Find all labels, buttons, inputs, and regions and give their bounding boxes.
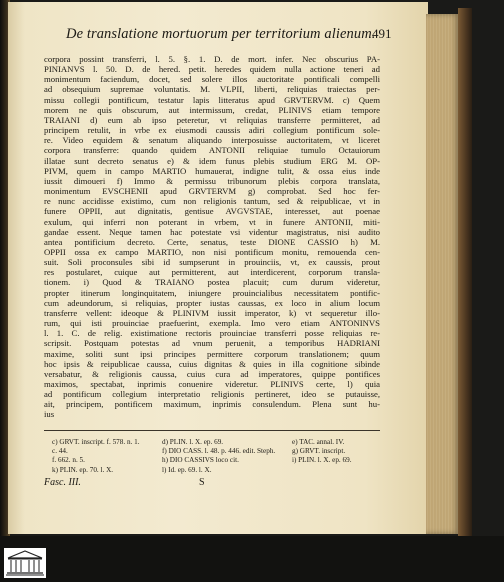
footnote-row bbox=[52, 438, 382, 447]
text-line: suit. Soli proconsules sibi id sumpserunt in prouinciis, vt, ex caussis, prout bbox=[44, 257, 380, 268]
text-line: maximos, spectabat, inprimis conuenire videretur. PLINIVS certe, l) quia bbox=[44, 379, 380, 389]
text-line: maxime, soliti sunt ipsi principes permittere corporum translationem; quum bbox=[44, 348, 380, 359]
text-line: funere OPPII, aut dignitatis, gentisue AVGVSTAE, interesset, aut poenae bbox=[44, 206, 380, 217]
text-line: missu collegii pontificum, testatur lapis litteratus apud GRVTERVM. c) Quem bbox=[44, 94, 380, 105]
text-line: hoc ipsis & reipublicae caussa, cuius dignitas & quies in illa cognitione sibinde bbox=[44, 358, 380, 369]
footnote-entry: c) GRVT. inscript. f. 578. n. 1. bbox=[52, 438, 140, 446]
page-stack-edge bbox=[426, 14, 460, 534]
signature-mark: S bbox=[199, 477, 205, 488]
book-page bbox=[8, 2, 428, 534]
text-line: antea pontificium decreto. Certe, senatus, teste DIONE CASSIO h) M. bbox=[44, 236, 380, 247]
footnote-row bbox=[52, 466, 382, 475]
text-line: illatae sunt decreto senatus e) & idem funus plebis studium ERG M. OP- bbox=[44, 155, 380, 166]
book-cover-edge bbox=[458, 8, 472, 536]
footnote-entry: l) Id. ep. 69. l. X. bbox=[162, 465, 212, 474]
text-line: rum, qui isti prouinciae praefuerint, exempla. Imo vero etiam ANTONINVS bbox=[44, 318, 380, 329]
text-line: res postularet, cuique aut permitterent, aut interdicerent, corporum transla- bbox=[44, 267, 380, 278]
footnote-entry: g) GRVT. inscript. bbox=[292, 447, 346, 456]
footnote-entry: d) PLIN. l. X. ep. 69. bbox=[162, 438, 224, 446]
text-line: ius bbox=[44, 409, 55, 420]
text-line: iussit dimoueri f) Immo & permissu tribunorum plebis corpora translata, bbox=[44, 175, 380, 186]
text-line: transferre vellent: ideoque & PLINIVM iussit imperator, k) vt sequeretur illo- bbox=[44, 307, 380, 318]
gathering-label: Fasc. III. bbox=[44, 477, 81, 488]
footnotes bbox=[52, 438, 382, 475]
footnote-rule bbox=[44, 430, 380, 431]
text-line: PIVM, quem in campo MARTIO humauerat, indigne tulit, & ossa eius inde bbox=[44, 165, 380, 176]
footnote-entry: h) DIO CASSIVS loco cit. bbox=[162, 456, 239, 465]
text-line: monimentum faciendum, docet, sed solere illos auctoritate pontificali compelli bbox=[44, 74, 380, 85]
text-line: ait, principem, pontificem maximum, inprimis consulendum. Plena sunt hu- bbox=[44, 399, 380, 410]
text-line: principem retulit, in vrbe ex eiusmodi caussis adiri collegium pontificum sole- bbox=[44, 125, 380, 136]
text-line: morem ne quis obscurum, aut intermissum, credat, PLINIVS etiam tempore bbox=[44, 104, 380, 115]
text-line: TRAIANI d) eum ab ipso peteretur, vt reliquias transferre permitteret, ad bbox=[44, 114, 380, 125]
text-line: ad obsequium supremae voluntatis. M. VLPII, liberti, reliquias traiectas per- bbox=[44, 84, 380, 95]
text-line: re. Video equidem & senatum aliquando interposuisse auctoritatem, vt liceret bbox=[44, 135, 380, 146]
text-line: OPPII ossa ex campo MARTIO, non nisi pontificum monitu, remouenda cen- bbox=[44, 246, 380, 257]
footnote-entry: f. 662. n. 5. bbox=[52, 456, 85, 465]
text-line: ad pontificum collegium interpretatio religionis pertineret, ideo se putauisse, bbox=[44, 389, 380, 400]
running-title: De translatione mortuorum per territorium alienum. bbox=[66, 26, 376, 42]
text-line: propter itinerum longinquitatem, iniungere prouincialibus necessitatem pontific- bbox=[44, 287, 380, 298]
text-line: gandae essent. Neque tamen hac potestate vsi videntur magistratus, nisi audito bbox=[44, 226, 380, 237]
text-line: tionem. i) Quod & TRAIANO postea placuit; cum durum videretur, bbox=[44, 277, 380, 288]
text-line: versabatur, & religionis caussa, cuius cura ad imperatores, quippe pontifices bbox=[44, 368, 380, 379]
scan-background bbox=[0, 536, 504, 582]
footnote-entry: f) DIO CASS. l. 48. p. 446. edit. Steph. bbox=[162, 447, 276, 456]
page-header bbox=[8, 26, 428, 46]
signature-line bbox=[44, 477, 384, 491]
text-line: corpora possint transferri, l. 5. §. 1. D. de mort. infer. Nec obscurius PA- bbox=[44, 54, 380, 64]
footnote-entry: i) PLIN. l. X. ep. 69. bbox=[292, 456, 352, 465]
text-line: corpora transferre: quando quidem ANTONII reliquiae tumulo Octauiorum bbox=[44, 145, 380, 156]
footnote-row bbox=[52, 456, 382, 465]
text-line: exulum, qui inferri non poterant in vrbem, vt in funere ANTONII, miti- bbox=[44, 216, 380, 227]
footnote-entry: e) TAC. annal. IV. bbox=[292, 438, 345, 446]
body-text bbox=[44, 54, 380, 420]
text-line: scripsit. Postquam potestas ad vnum peruenit, a temporibus HADRIANI bbox=[44, 338, 380, 349]
library-logo-icon bbox=[4, 548, 46, 578]
text-line: monimentum EVSCHENII apud GRVTERVM g) comprobat. Sed hoc fer- bbox=[44, 186, 380, 197]
footnote-entry: c. 44. bbox=[52, 447, 68, 456]
text-line: PINIANVS l. 50. D. de hered. petit. heredes quidem nulla actione teneri ad bbox=[44, 64, 380, 75]
text-line: l. 1. C. de relig. existimatione rectoris prouinciae transferri posse reliquias re- bbox=[44, 328, 380, 339]
page-number: 491 bbox=[372, 26, 392, 41]
footnote-entry: k) PLIN. ep. 70. l. X. bbox=[52, 465, 114, 474]
text-line: cum adeundorum, si reliquias, propter iustas caussas, ex loco in alium locum bbox=[44, 297, 380, 308]
text-line: re nunc accidisse existimo, cum non religionis tantum, sed & reipublicae, vt in bbox=[44, 196, 380, 207]
footnote-entry bbox=[292, 466, 382, 475]
footnote-row bbox=[52, 447, 382, 456]
